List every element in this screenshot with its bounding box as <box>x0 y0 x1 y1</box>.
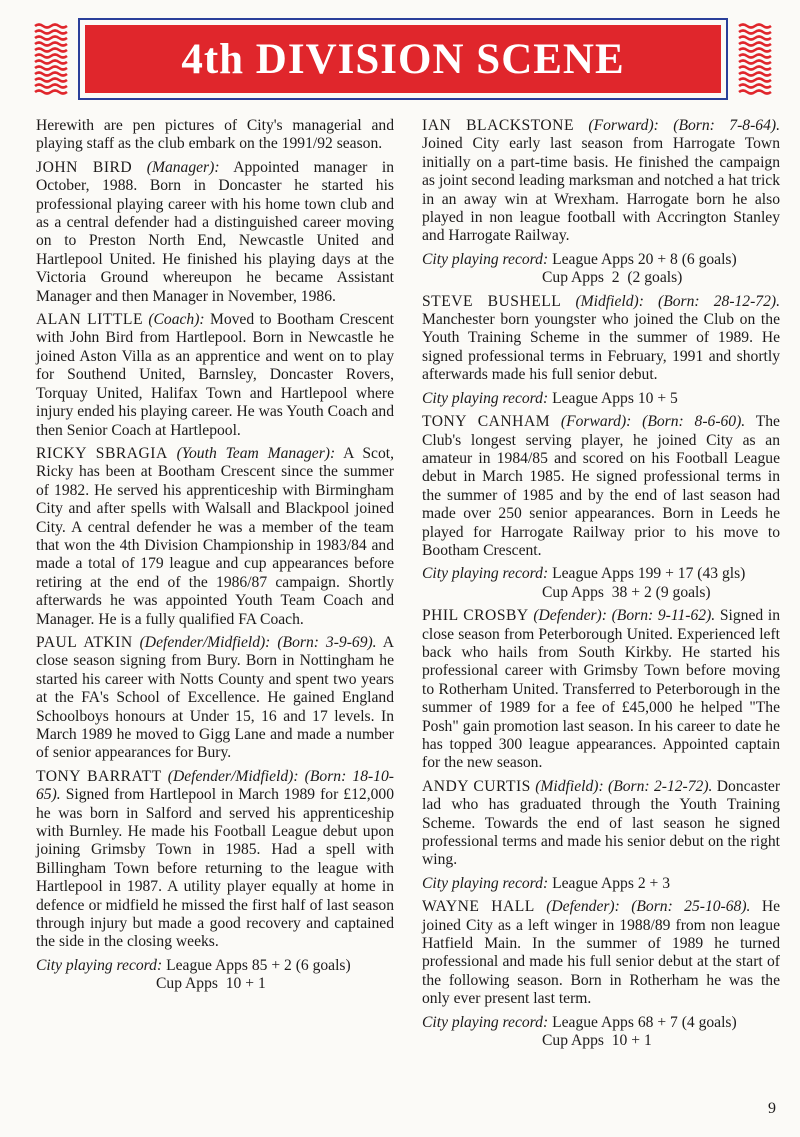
profile-paul-atkin <box>36 634 394 763</box>
profile-name: TONY BARRATT <box>36 767 162 785</box>
record-cup: Cup Apps 10 + 1 <box>156 975 266 993</box>
profile-text: Doncaster lad who has graduated through the Youth Training Scheme. Towards the end of last season he signed professional terms and made his senior debut on the right wing. <box>422 777 781 869</box>
record-label: City playing record: <box>422 389 549 407</box>
profile-name: RICKY SBRAGIA <box>36 444 168 462</box>
profile-role: (Forward): (Born: 8-6-60). <box>560 413 746 431</box>
page-title: 4th DIVISION SCENE <box>181 35 625 83</box>
playing-record <box>422 251 780 288</box>
profile-role: (Midfield): (Born: 28-12-72). <box>575 292 780 310</box>
profile-name: JOHN BIRD <box>36 158 133 176</box>
profile-role: (Coach): <box>148 311 205 329</box>
profile-text: He joined City as a left winger in 1988/89 from non league Hatfield Main. In the summer of 1989 he turned professional and made his full senior debut at the start of the following season. Born in Rotherham he was the only ever present last term. <box>422 898 780 1008</box>
record-league: League Apps 68 + 7 (4 goals) <box>552 1013 737 1031</box>
title-banner <box>78 18 728 100</box>
profile-text: A close season signing from Bury. Born in Nottingham he started his career with Notts County and spent two years at the FA's School of Excellence. He gained England Schoolboys honours at Under 15, 16 and 17 levels. In March 1989 he moved to Gigg Lane and made a number of senior appearances for Bury. <box>36 633 394 762</box>
wave-stripes-left <box>34 22 68 96</box>
profile-role: (Forward): (Born: 7-8-64). <box>588 117 780 134</box>
profile-name: ANDY CURTIS <box>422 777 531 795</box>
profile-role: (Manager): <box>146 158 220 176</box>
profile-text: A Scot, Ricky has been at Bootham Crescent since the summer of 1982. He served his apprenticeship with Birmingham City and after spells with Walsall and Blackpool joined City. A central defender he was a member of the team that won the 4th Division Championship in 1983/84 and made a total of 179 league and cup appearances before retiring at the end of the 1986/87 campaign. Shortly afterwards he was appointed Youth Team Coach and Manager. He is a fully qualified FA Coach. <box>36 444 395 628</box>
right-column <box>422 117 780 1056</box>
record-label: City playing record: <box>422 250 549 268</box>
playing-record <box>36 957 394 994</box>
record-league: League Apps 85 + 2 (6 goals) <box>166 956 351 974</box>
intro-paragraph: Herewith are pen pictures of City's managerial and playing staff as the club embark on the 1991/92 season. <box>36 117 394 153</box>
record-cup: Cup Apps 10 + 1 <box>542 1032 652 1050</box>
profile-role: (Youth Team Manager): <box>176 444 336 462</box>
profile-name: PHIL CROSBY <box>422 607 529 625</box>
playing-record <box>422 565 780 602</box>
profile-steve-bushell <box>422 293 780 385</box>
profile-wayne-hall <box>422 898 780 1008</box>
page-header <box>34 18 772 100</box>
profile-name: IAN BLACKSTONE <box>422 117 574 134</box>
playing-record <box>422 390 780 408</box>
profile-role: (Defender/Midfield): (Born: 3-9-69). <box>139 633 377 651</box>
record-label: City playing record: <box>422 565 549 583</box>
record-label: City playing record: <box>422 1013 549 1031</box>
left-column <box>36 117 394 999</box>
profile-role: (Defender/Midfield): (Born: 18-10-65). <box>36 767 394 804</box>
profile-andy-curtis <box>422 778 780 870</box>
profile-name: ALAN LITTLE <box>36 311 143 329</box>
profile-role: (Defender): (Born: 9-11-62). <box>533 607 716 625</box>
profile-john-bird <box>36 159 394 306</box>
profile-text: Joined City early last season from Harrogate Town initially on a part-time basis. He finished the campaign as joint second leading marksman and notched a hat trick in an away win at Wrexham. Harrogate born he also played in non league football with Accrington Stanley and Harrogate Railway. <box>422 135 780 245</box>
record-label: City playing record: <box>36 956 163 974</box>
playing-record <box>422 1014 780 1051</box>
profile-text: Signed in close season from Peterborough United. Experienced left back who hails from South Kirkby. He started his professional career with Grimsby Town before moving to Rotherham United. Transferred to Peterborough in the summer of 1989 for a fee of £45,000 he helped "The Posh" gain promotion last season. In his career to date he has topped 300 league appearances. Appointed captain for the new season. <box>422 607 780 772</box>
record-league: League Apps 10 + 5 <box>552 389 678 407</box>
profile-name: WAYNE HALL <box>422 898 535 916</box>
record-league: League Apps 199 + 17 (43 gls) <box>552 565 746 583</box>
wave-stripes-right <box>738 22 772 96</box>
profile-name: PAUL ATKIN <box>36 633 133 651</box>
profile-name: TONY CANHAM <box>422 413 551 431</box>
page-number: 9 <box>768 1100 776 1117</box>
profile-text: Appointed manager in October, 1988. Born in Doncaster he started his professional playing career with his home town club and as a central defender had a distinguished career moving on to Preston North End, Newcastle United and Hartlepool United. He finished his playing days at the Victoria Ground whereupon he became Assistant Manager and then Manager in November, 1986. <box>36 158 395 305</box>
profile-role: (Midfield): (Born: 2-12-72). <box>535 777 713 795</box>
profile-role: (Defender): (Born: 25-10-68). <box>546 898 751 916</box>
profile-phil-crosby <box>422 607 780 773</box>
record-cup: Cup Apps 38 + 2 (9 goals) <box>542 583 711 601</box>
record-league: League Apps 2 + 3 <box>552 874 671 892</box>
profile-alan-little <box>36 311 394 440</box>
profile-tony-barratt <box>36 768 394 952</box>
profile-ian-blackstone <box>422 117 780 246</box>
profile-ricky-sbragia <box>36 445 394 629</box>
profile-text: Manchester born youngster who joined the Club on the Youth Training Scheme in the summer of 1989. He signed professional terms in February, 1991 and shortly afterwards made his full senior debut. <box>422 311 780 384</box>
record-cup: Cup Apps 2 (2 goals) <box>542 269 683 287</box>
profile-text: Moved to Bootham Crescent with John Bird from Hartlepool. Born in Newcastle he joined Aston Villa as an apprentice and went on to play for Southend United, Barnsley, Doncaster Rovers, Torquay United, Halifax Town and Hartlepool where injury ended his playing career. He was Youth Coach and then Senior Coach at Hartlepool. <box>36 311 394 439</box>
profile-name: STEVE BUSHELL <box>422 292 562 310</box>
record-league: League Apps 20 + 8 (6 goals) <box>552 250 737 268</box>
profile-text: Signed from Hartlepool in March 1989 for £12,000 he was born in Salford and served his apprenticeship with Burnley. He made his Football League debut upon joining Grimsby Town in 1985. Had a spell with Billingham Town before returning to the league with Hartlepool in 1987. A utility player equally at home in defence or midfield he missed the first half of last season through injury but made a good recovery and captained the side in the closing weeks. <box>36 786 394 951</box>
playing-record <box>422 875 780 893</box>
profile-text: The Club's longest serving player, he joined City as an amateur in 1984/85 and scored on his Football League debut in March 1985. He signed professional terms in the summer of 1985 and by the end of last season had made over 250 senior appearances. Born in Leeds he played for Harrogate Railway prior to his move to Bootham Crescent. <box>422 413 780 559</box>
profile-tony-canham <box>422 413 780 560</box>
record-label: City playing record: <box>422 874 549 892</box>
